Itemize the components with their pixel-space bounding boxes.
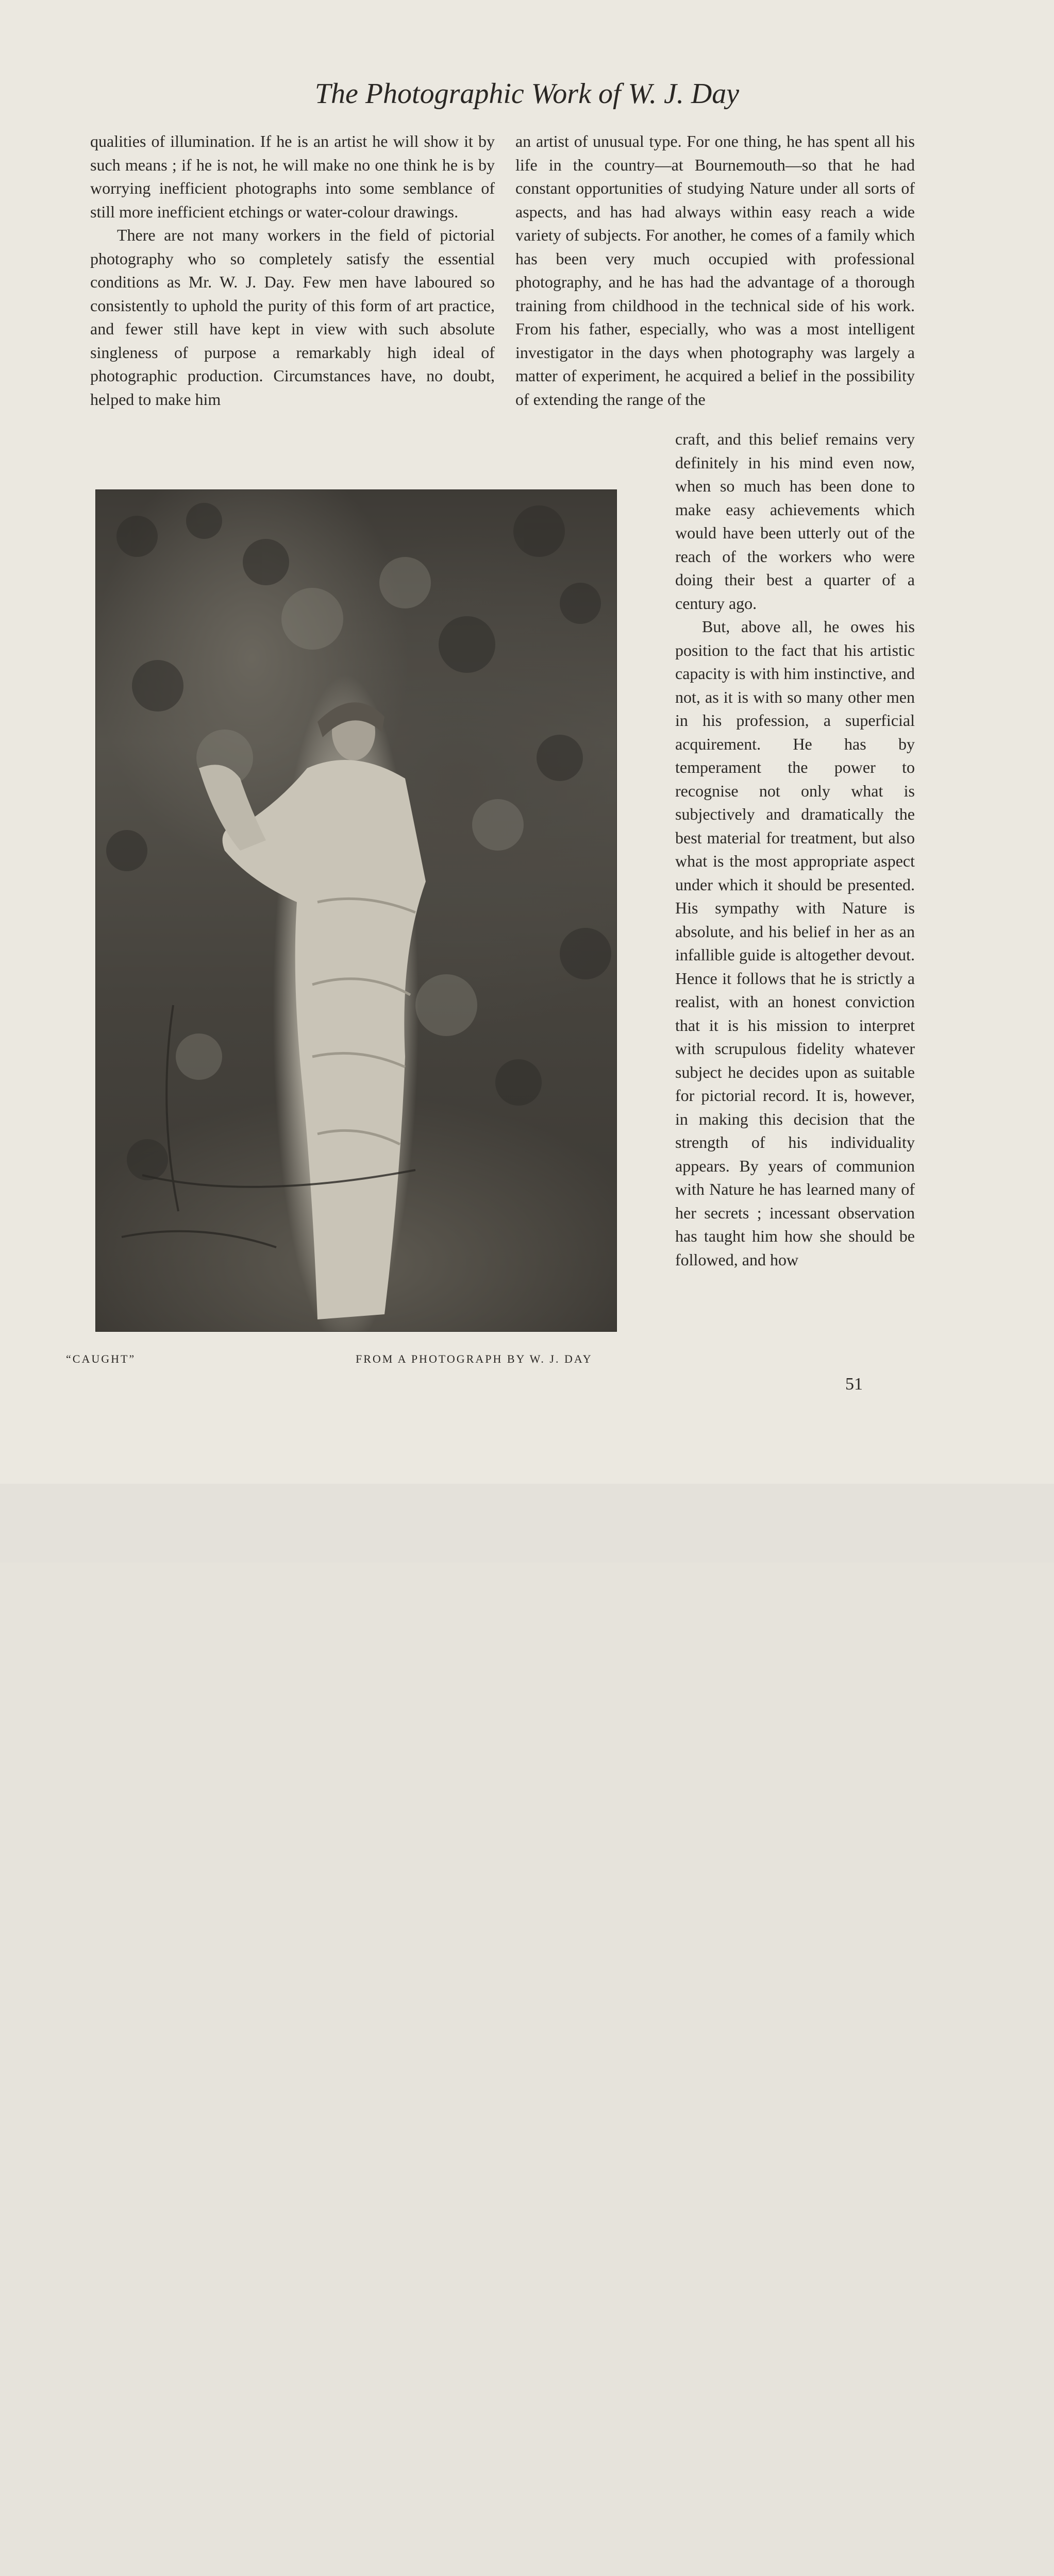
right-text-column-narrow [675, 428, 915, 1272]
plate-credit: FROM A PHOTOGRAPH BY W. J. DAY [356, 1352, 593, 1365]
plate-title: “CAUGHT” [66, 1352, 136, 1365]
paragraph: But, above all, he owes his position to the fact that his artistic capacity is with him instinctive, and not, as it is with so many other men in his profession, a superficial acquirement. He has by temperament the power to recognise not only what is subjectively and dramatically the best material for treatment, but also what is the most appropriate aspect under which it should be presented. His sympathy with Nature is absolute, and his belief in her as an infallible guide is altogether devout. Hence it follows that he is strictly a realist, with an honest conviction that it is his mission to interpret with scrupulous fidelity whatever subject he decides upon as suitable for pictorial record. It is, however, in making this decision that the strength of his individuality appears. By years of communion with Nature he has learned many of her secrets ; incessant observation has taught him how she should be followed, and how [675, 617, 915, 1269]
paragraph: an artist of unusual type. For one thing, he has spent all his life in the country—at Bournemouth—so that he had constant opportunities of studying Nature under all sorts of aspects, and has had always within easy reach a wide variety of subjects. For another, he comes of a family which has been very much occupied with professional photography, and he has had the advantage of a thorough training from childhood in the technical side of his work. From his father, especially, who was a most intelligent investigator in the days when photography was largely a matter of experiment, he acquired a belief in the possibility of extending the range of the [515, 132, 915, 409]
running-header: The Photographic Work of W. J. Day [314, 78, 740, 110]
figure-illustration [96, 490, 616, 1331]
right-text-column-top [515, 130, 915, 411]
page-number: 51 [845, 1375, 863, 1394]
paragraph: There are not many workers in the field of pictorial photography who so completely satisfy the essential conditions as Mr. W. J. Day. Few men have laboured so consistently to uphold the purity of this form of art practice, and fewer still have kept in view with such absolute singleness of purpose a remarkably high ideal of photographic production. Circumstances have, no doubt, helped to make him [90, 226, 495, 409]
left-text-column [90, 130, 495, 411]
paragraph: qualities of illumination. If he is an artist he will show it by such means ; if he is not, he will make no one think he is by worrying inefficient photographs into some semblance of still more inefficient etchings or water-colour drawings. [90, 132, 495, 221]
photograph-plate [95, 489, 617, 1332]
digitization-footer [0, 1484, 1054, 1563]
paragraph: craft, and this belief remains very definitely in his mind even now, when so much has been done to make easy achievements which would have been utterly out of the reach of the workers who were doing their best a quarter of a century ago. [675, 430, 915, 613]
